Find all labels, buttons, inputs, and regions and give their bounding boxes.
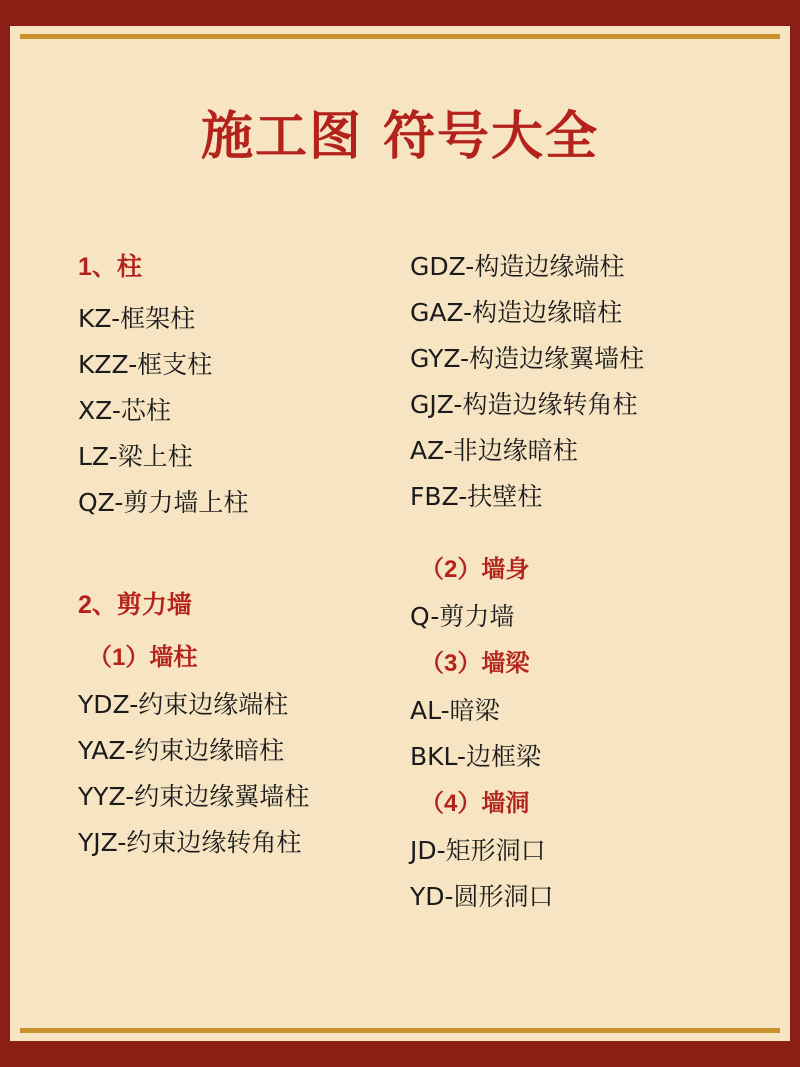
list-item: JD-矩形洞口 — [410, 836, 546, 865]
list-item: YDZ-约束边缘端柱 — [78, 690, 289, 719]
list-item: Q-剪力墙 — [410, 602, 515, 631]
list-item: BKL-边框梁 — [410, 742, 542, 771]
list-item: KZZ-框支柱 — [78, 350, 213, 379]
list-item: AZ-非边缘暗柱 — [410, 436, 578, 465]
list-item: YD-圆形洞口 — [410, 882, 554, 911]
list-item: GYZ-构造边缘翼墙柱 — [410, 344, 645, 373]
list-item: YYZ-约束边缘翼墙柱 — [78, 782, 310, 811]
subsection-heading-wallcolumn: （1）墙柱 — [88, 644, 198, 671]
list-item: GJZ-构造边缘转角柱 — [410, 390, 638, 419]
list-item: XZ-芯柱 — [78, 396, 171, 425]
subsection-heading-wallbody: （2）墙身 — [420, 556, 530, 583]
right-border-band — [790, 26, 800, 1041]
left-column — [78, 244, 408, 866]
bottom-gold-rule — [20, 1028, 780, 1033]
list-item: YJZ-约束边缘转角柱 — [78, 828, 302, 857]
list-item: AL-暗梁 — [410, 696, 500, 725]
section-heading-shearwall: 2、剪力墙 — [78, 591, 192, 619]
subsection-heading-wallopening: （4）墙洞 — [420, 790, 530, 817]
list-item: QZ-剪力墙上柱 — [78, 488, 249, 517]
top-gold-rule — [20, 34, 780, 39]
list-item: YAZ-约束边缘暗柱 — [78, 736, 285, 765]
right-column — [410, 244, 770, 920]
subsection-heading-wallbeam: （3）墙梁 — [420, 650, 530, 677]
section-spacer — [410, 520, 770, 546]
poster-inner — [10, 26, 790, 1041]
list-item: KZ-框架柱 — [78, 304, 196, 333]
list-item: GDZ-构造边缘端柱 — [410, 252, 625, 281]
section-heading-columns: 1、柱 — [78, 253, 142, 281]
left-border-band — [0, 26, 10, 1041]
list-item: GAZ-构造边缘暗柱 — [410, 298, 623, 327]
page-title: 施工图 符号大全 — [200, 107, 600, 167]
list-item: FBZ-扶壁柱 — [410, 482, 543, 511]
list-item: LZ-梁上柱 — [78, 442, 193, 471]
section-spacer — [78, 526, 408, 582]
